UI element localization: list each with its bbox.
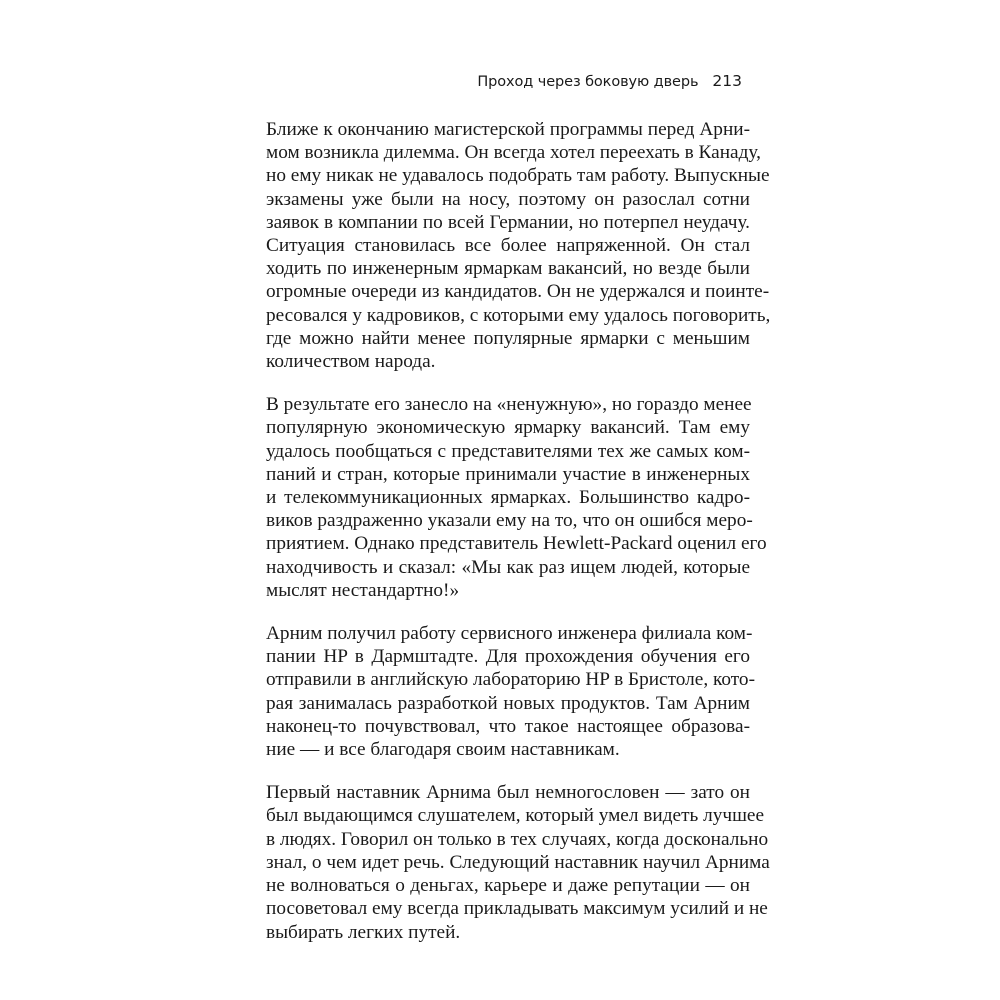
text-line: приятием. Однако представитель Hewlett-Packard оценил его — [266, 533, 767, 555]
text-line: был выдающимся слушателем, который умел видеть лучшее — [266, 805, 765, 827]
text-line: и телекоммуникационных ярмарках. Большинство кадро- — [266, 487, 750, 509]
text-line: ходить по инженерным ярмаркам вакансий, но везде были — [266, 258, 750, 280]
text-line: в людях. Говорил он только в тех случаях, когда досконально — [266, 828, 769, 850]
text-line: но ему никак не удавалось подобрать там работу. Выпускные — [266, 165, 770, 187]
paragraph-2 — [266, 393, 767, 602]
text-line: виков раздраженно указали ему на то, что он ошибся меро- — [266, 510, 753, 532]
text-line: находчивость и сказал: «Мы как раз ищем людей, которые — [266, 556, 750, 578]
text-line: экзамены уже были на носу, поэтому он разослал сотни — [266, 188, 750, 210]
text-line: удалось пообщаться с представителями тех же самых ком- — [266, 440, 750, 462]
text-line: мом возникла дилемма. Он всегда хотел переехать в Канаду, — [266, 142, 761, 164]
text-line: мыслят нестандартно!» — [266, 579, 460, 601]
running-title: Проход через боковую дверь — [477, 74, 699, 90]
paragraph-4 — [266, 781, 770, 943]
text-line: заявок в компании по всей Германии, но потерпел неудачу. — [266, 211, 750, 233]
text-line: ресовался у кадровиков, с которыми ему удалось поговорить, — [266, 304, 771, 326]
text-line: наконец-то почувствовал, что такое настоящее образова- — [266, 715, 750, 737]
text-line: паний и стран, которые принимали участие в инженерных — [266, 463, 750, 485]
body-text — [266, 118, 771, 964]
text-line: пании HP в Дармштадте. Для прохождения обучения его — [266, 646, 750, 668]
text-line: отправили в английскую лабораторию HP в Бристоле, кото- — [266, 669, 755, 691]
text-line: выбирать легких путей. — [266, 921, 461, 943]
page-number: 213 — [712, 72, 742, 90]
text-line: Ближе к окончанию магистерской программы перед Арни- — [266, 119, 750, 140]
text-line: Арним получил работу сервисного инженера филиала ком- — [266, 623, 753, 645]
paragraph-1 — [266, 118, 771, 373]
text-line: В результате его занесло на «ненужную», но гораздо менее — [266, 394, 752, 416]
text-line: рая занималась разработкой новых продуктов. Там Арним — [266, 692, 750, 714]
text-line: популярную экономическую ярмарку вакансий. Там ему — [266, 417, 750, 439]
running-header — [477, 72, 742, 90]
text-line: не волноваться о деньгах, карьере и даже репутации — он — [266, 875, 750, 897]
text-line: ние — и все благодаря своим наставникам. — [266, 739, 620, 761]
text-line: Первый наставник Арнима был немногословен — зато он — [266, 782, 750, 804]
paragraph-3 — [266, 622, 755, 761]
text-line: знал, о чем идет речь. Следующий наставник научил Арнима — [266, 851, 770, 873]
text-line: огромные очереди из кандидатов. Он не удержался и поинте- — [266, 281, 770, 303]
text-line: посоветовал ему всегда прикладывать максимум усилий и не — [266, 898, 768, 920]
text-line: Ситуация становилась все более напряженной. Он стал — [266, 235, 750, 257]
text-line: где можно найти менее популярные ярмарки с меньшим — [266, 327, 750, 349]
text-line: количеством народа. — [266, 351, 436, 373]
